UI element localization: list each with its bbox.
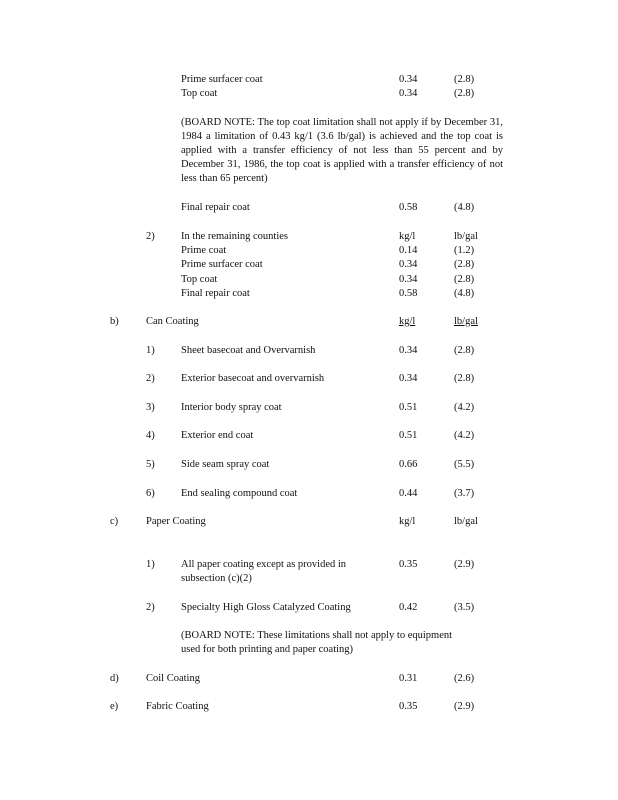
row-kg: 0.34	[399, 274, 418, 285]
lb-unit: lb/gal	[454, 231, 478, 242]
lb-unit: lb/gal	[454, 516, 478, 527]
row-label: Interior body spray coat	[181, 402, 282, 413]
row-lb: (2.9)	[454, 559, 475, 570]
section-title: Paper Coating	[146, 516, 206, 527]
row-label: Top coat	[181, 274, 218, 285]
section-title: Can Coating	[146, 316, 199, 327]
row-kg: 0.34	[399, 345, 418, 356]
item-number: 6)	[146, 488, 155, 499]
kg-unit: kg/l	[399, 316, 416, 327]
row-label: Prime surfacer coat	[181, 259, 263, 270]
row-lb: (2.8)	[454, 274, 475, 285]
row-label: Final repair coat	[181, 202, 250, 213]
item-number: 3)	[146, 402, 155, 413]
row-kg: 0.58	[399, 202, 418, 213]
row-label-continued: subsection (c)(2)	[181, 573, 252, 584]
section-title: Coil Coating	[146, 673, 200, 684]
row-kg: 0.34	[399, 259, 418, 270]
row-label: Specialty High Gloss Catalyzed Coating	[181, 602, 351, 613]
item-number: 5)	[146, 459, 155, 470]
row-kg: 0.14	[399, 245, 418, 256]
row-lb: (2.8)	[454, 345, 475, 356]
row-kg: 0.35	[399, 559, 418, 570]
row-kg: 0.34	[399, 373, 418, 384]
item-number: 1)	[146, 345, 155, 356]
row-lb: (2.6)	[454, 673, 475, 684]
row-lb: (3.5)	[454, 602, 475, 613]
row-lb: (4.2)	[454, 430, 475, 441]
row-label: Top coat	[181, 88, 218, 99]
row-kg: 0.51	[399, 430, 418, 441]
kg-unit: kg/l	[399, 231, 416, 242]
section-letter: c)	[110, 516, 119, 527]
row-label: Exterior end coat	[181, 430, 254, 441]
row-kg: 0.31	[399, 673, 418, 684]
row-kg: 0.34	[399, 74, 418, 85]
row-lb: (2.8)	[454, 259, 475, 270]
section-letter: d)	[110, 673, 119, 684]
board-note: (BOARD NOTE: These limitations shall not apply to equipment	[181, 630, 453, 641]
section-title: Fabric Coating	[146, 701, 209, 712]
row-kg: 0.51	[399, 402, 418, 413]
row-kg: 0.42	[399, 602, 418, 613]
row-lb: (2.8)	[454, 373, 475, 384]
row-kg: 0.44	[399, 488, 418, 499]
item-number: 2)	[146, 231, 155, 242]
row-label: Final repair coat	[181, 288, 250, 299]
row-label: Side seam spray coat	[181, 459, 270, 470]
row-lb: (1.2)	[454, 245, 475, 256]
row-lb: (2.8)	[454, 74, 475, 85]
board-note-continued: used for both printing and paper coating)	[181, 644, 354, 655]
row-kg: 0.58	[399, 288, 418, 299]
row-label: Sheet basecoat and Overvarnish	[181, 345, 316, 356]
row-lb: (4.8)	[454, 202, 475, 213]
item-number: 2)	[146, 602, 155, 613]
subsection-heading: In the remaining counties	[181, 231, 289, 242]
board-note: (BOARD NOTE: The top coat limitation shall not apply if by December 31, 1984 a limitation of 0.43 kg/1 (3.6 lb/gal) is achieved and the top coat is applied with a transfer efficiency of not less than 55 percent and by December 31, 1986, the top coat is applied with a transfer efficiency of not less than 65 percent)	[181, 117, 503, 184]
section-letter: b)	[110, 316, 119, 327]
section-letter: e)	[110, 701, 119, 712]
row-kg: 0.66	[399, 459, 418, 470]
lb-unit: lb/gal	[454, 316, 478, 327]
row-label: Prime surfacer coat	[181, 74, 263, 85]
row-lb: (5.5)	[454, 459, 475, 470]
row-label: Prime coat	[181, 245, 227, 256]
row-lb: (4.8)	[454, 288, 475, 299]
row-lb: (2.9)	[454, 701, 475, 712]
row-label: All paper coating except as provided in	[181, 559, 347, 570]
kg-unit: kg/l	[399, 516, 416, 527]
item-number: 2)	[146, 373, 155, 384]
row-label: End sealing compound coat	[181, 488, 298, 499]
row-kg: 0.35	[399, 701, 418, 712]
row-lb: (3.7)	[454, 488, 475, 499]
row-label: Exterior basecoat and overvarnish	[181, 373, 325, 384]
row-lb: (4.2)	[454, 402, 475, 413]
row-lb: (2.8)	[454, 88, 475, 99]
item-number: 1)	[146, 559, 155, 570]
row-kg: 0.34	[399, 88, 418, 99]
item-number: 4)	[146, 430, 155, 441]
